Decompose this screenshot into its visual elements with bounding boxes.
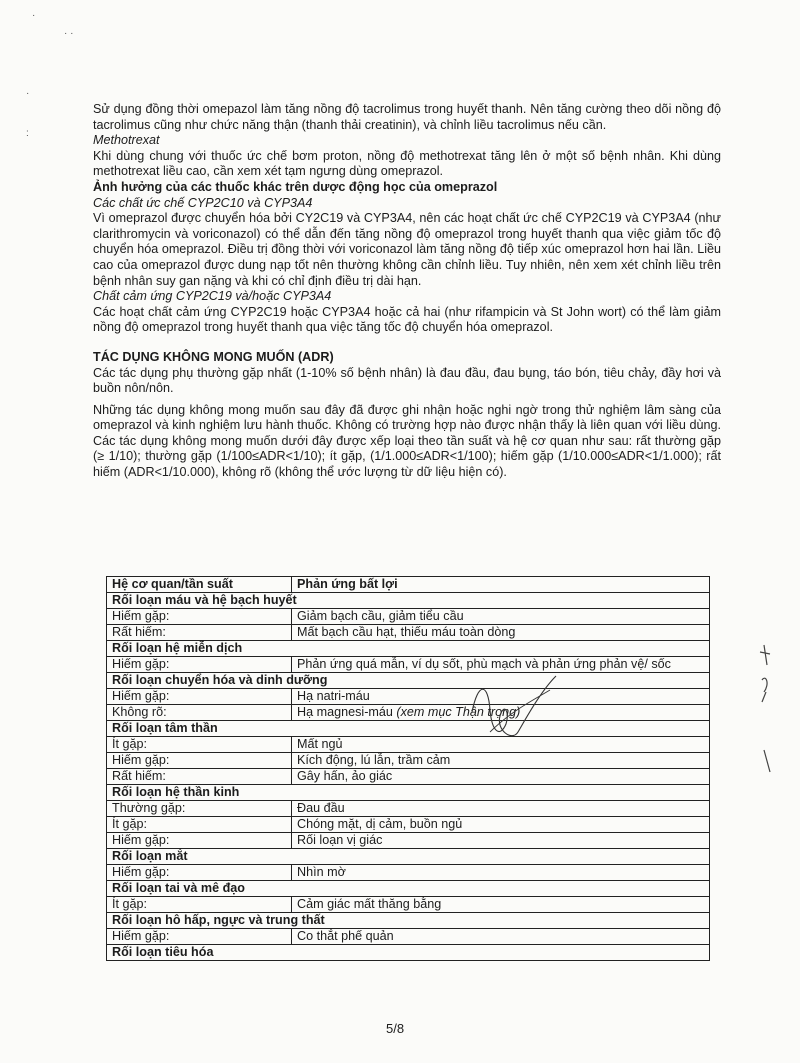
heading-methotrexat: Methotrexat: [93, 133, 160, 148]
header-organ-frequency: Hệ cơ quan/tần suất: [107, 577, 292, 593]
group-name: Rối loạn hệ thần kinh: [107, 785, 710, 801]
table-group-row: [107, 849, 710, 865]
reaction-cell: [292, 833, 710, 849]
scan-mark: ·: [26, 88, 30, 99]
reaction-text: Co thắt phế quản: [297, 929, 394, 943]
frequency-cell: Rất hiếm:: [107, 625, 292, 641]
reaction-note: (xem mục Thận trọng): [396, 705, 521, 719]
table-row: [107, 865, 710, 881]
table-row: [107, 817, 710, 833]
scan-mark: :: [26, 128, 29, 139]
table-row: [107, 705, 710, 721]
reaction-text: Gây hấn, ảo giác: [297, 769, 393, 783]
margin-scribble: [752, 640, 782, 780]
reaction-cell: [292, 609, 710, 625]
reaction-cell: [292, 897, 710, 913]
table-group-row: [107, 721, 710, 737]
paragraph-inhibitors: Vì omeprazol được chuyển hóa bởi CY2C19 và CYP3A4, nên các hoạt chất ức chế CYP2C19 và CYP3A4 (như clarithromycin và voriconazol) có thể dẫn đến tăng nồng độ omeprazol trong huyết thanh qua việc giảm tốc độ chuyển hóa omeprazol. Điều trị đồng thời với voriconazol làm tăng nồng độ tiếp xúc omeprazol hơn hai lần. Liều cao của omeprazol được dung nạp tốt nên thường không cần chỉnh liều. Tuy nhiên, nên xem xét chỉnh liều trên bệnh nhân suy gan nặng và khi có chỉ định điều trị dài hạn.: [93, 211, 721, 288]
heading-inducers: Chất cảm ứng CYP2C19 và/hoặc CYP3A4: [93, 289, 332, 304]
frequency-cell: Ít gặp:: [107, 817, 292, 833]
table-group-row: [107, 673, 710, 689]
reaction-cell: [292, 769, 710, 785]
paragraph-methotrexat: Khi dùng chung với thuốc ức chế bơm proton, nồng độ methotrexat tăng lên ở một số bệnh nhân. Khi dùng methotrexat liều cao, cần xem xét tạm ngưng dùng omeprazol.: [93, 148, 721, 179]
reaction-text: Hạ natri-máu: [297, 689, 370, 703]
frequency-cell: Hiếm gặp:: [107, 609, 292, 625]
table-row: [107, 897, 710, 913]
table-row: [107, 625, 710, 641]
table-row: [107, 833, 710, 849]
table-group-row: [107, 881, 710, 897]
reaction-text: Kích động, lú lẫn, trầm cảm: [297, 753, 451, 767]
reaction-text: Giảm bạch cầu, giảm tiểu cầu: [297, 609, 464, 623]
reaction-cell: [292, 929, 710, 945]
header-adverse-reaction: Phản ứng bất lợi: [292, 577, 710, 593]
frequency-cell: Thường gặp:: [107, 801, 292, 817]
table-row: [107, 929, 710, 945]
group-name: Rối loạn hô hấp, ngực và trung thất: [107, 913, 710, 929]
heading-adr: TÁC DỤNG KHÔNG MONG MUỐN (ADR): [93, 349, 334, 364]
document-body: [93, 102, 721, 481]
frequency-cell: Hiếm gặp:: [107, 689, 292, 705]
table-row: [107, 609, 710, 625]
frequency-cell: Hiếm gặp:: [107, 753, 292, 769]
paragraph-tacrolimus: Sử dụng đồng thời omepazol làm tăng nồng độ tacrolimus trong huyết thanh. Nên tăng cường theo dõi nồng độ tacrolimus cũng như chức năng thận (thanh thải creatinin), và chỉnh liều tacrolimus nếu cần.: [93, 102, 721, 132]
frequency-cell: Hiếm gặp:: [107, 833, 292, 849]
group-name: Rối loạn tai và mê đạo: [107, 881, 710, 897]
paragraph-inducers: Các hoạt chất cảm ứng CYP2C19 hoặc CYP3A4 hoặc cả hai (như rifampicin và St John wort) có thể làm giảm nồng độ omeprazol trong huyết thanh qua việc tăng tốc độ chuyển hóa omeprazol.: [93, 304, 721, 335]
frequency-cell: Hiếm gặp:: [107, 657, 292, 673]
reaction-cell: [292, 753, 710, 769]
reaction-text: Nhìn mờ: [297, 865, 346, 879]
reaction-text: Mất ngủ: [297, 737, 343, 751]
reaction-cell: [292, 865, 710, 881]
group-name: Rối loạn hệ miễn dịch: [107, 641, 710, 657]
frequency-cell: Rất hiếm:: [107, 769, 292, 785]
scan-mark: ·: [32, 10, 36, 21]
table-row: [107, 753, 710, 769]
reaction-text: Cảm giác mất thăng bằng: [297, 897, 442, 911]
frequency-cell: Ít gặp:: [107, 737, 292, 753]
reaction-text: Đau đầu: [297, 801, 345, 815]
paragraph-adr-classification: Những tác dụng không mong muốn sau đây đã được ghi nhận hoặc nghi ngờ trong thử nghiệm lâm sàng của omeprazol và kinh nghiệm lưu hành thuốc. Không có trường hợp nào được nhận thấy là liên quan với liều dùng. Các tác dụng không mong muốn dưới đây được xếp loại theo tần suất và hệ cơ quan như sau: rất thường gặp (≥ 1/10); thường gặp (1/100≤ADR<1/10); ít gặp, (1/1.000≤ADR<1/100); hiếm gặp (1/10.000≤ADR<1/1.000); rất hiếm (ADR<1/10.000), không rõ (không thể ước lượng từ dữ liệu hiện có).: [93, 402, 721, 480]
signature-scribble: [460, 672, 570, 752]
table-row: [107, 737, 710, 753]
heading-pharmacokinetics: Ảnh hưởng của các thuốc khác trên dược động học của omeprazol: [93, 179, 498, 194]
reaction-cell: [292, 801, 710, 817]
group-name: Rối loạn tiêu hóa: [107, 945, 710, 961]
reaction-text: Chóng mặt, dị cảm, buồn ngủ: [297, 817, 463, 831]
reaction-text: Rối loạn vị giác: [297, 833, 383, 847]
frequency-cell: Không rõ:: [107, 705, 292, 721]
frequency-cell: Hiếm gặp:: [107, 865, 292, 881]
table-row: [107, 689, 710, 705]
table-row: [107, 769, 710, 785]
reaction-cell: [292, 657, 710, 673]
reaction-text: Hạ magnesi-máu: [297, 705, 393, 719]
reaction-text: Phản ứng quá mẫn, ví dụ sốt, phù mạch và phản ứng phản vệ/ sốc: [297, 657, 671, 671]
page-number: 5/8: [386, 1021, 405, 1036]
reaction-text: Mất bạch cầu hạt, thiếu máu toàn dòng: [297, 625, 516, 639]
reaction-cell: [292, 625, 710, 641]
table-group-row: [107, 945, 710, 961]
frequency-cell: Hiếm gặp:: [107, 929, 292, 945]
table-group-row: [107, 913, 710, 929]
paragraph-common-adr: Các tác dụng phụ thường gặp nhất (1-10% số bệnh nhân) là đau đầu, đau bụng, táo bón, tiêu chảy, đầy hơi và buồn nôn/nôn.: [93, 365, 721, 396]
reaction-cell: [292, 817, 710, 833]
table-group-row: [107, 641, 710, 657]
table-header-row: [107, 577, 710, 593]
table-row: [107, 657, 710, 673]
table-group-row: [107, 593, 710, 609]
table-group-row: [107, 785, 710, 801]
group-name: Rối loạn tâm thần: [107, 721, 710, 737]
scan-mark: · ·: [64, 28, 74, 39]
group-name: Rối loạn máu và hệ bạch huyết: [107, 593, 710, 609]
group-name: Rối loạn chuyển hóa và dinh dưỡng: [107, 673, 710, 689]
frequency-cell: Ít gặp:: [107, 897, 292, 913]
heading-inhibitors: Các chất ức chế CYP2C10 và CYP3A4: [93, 195, 313, 210]
adr-table: [106, 576, 710, 961]
table-row: [107, 801, 710, 817]
group-name: Rối loạn mắt: [107, 849, 710, 865]
